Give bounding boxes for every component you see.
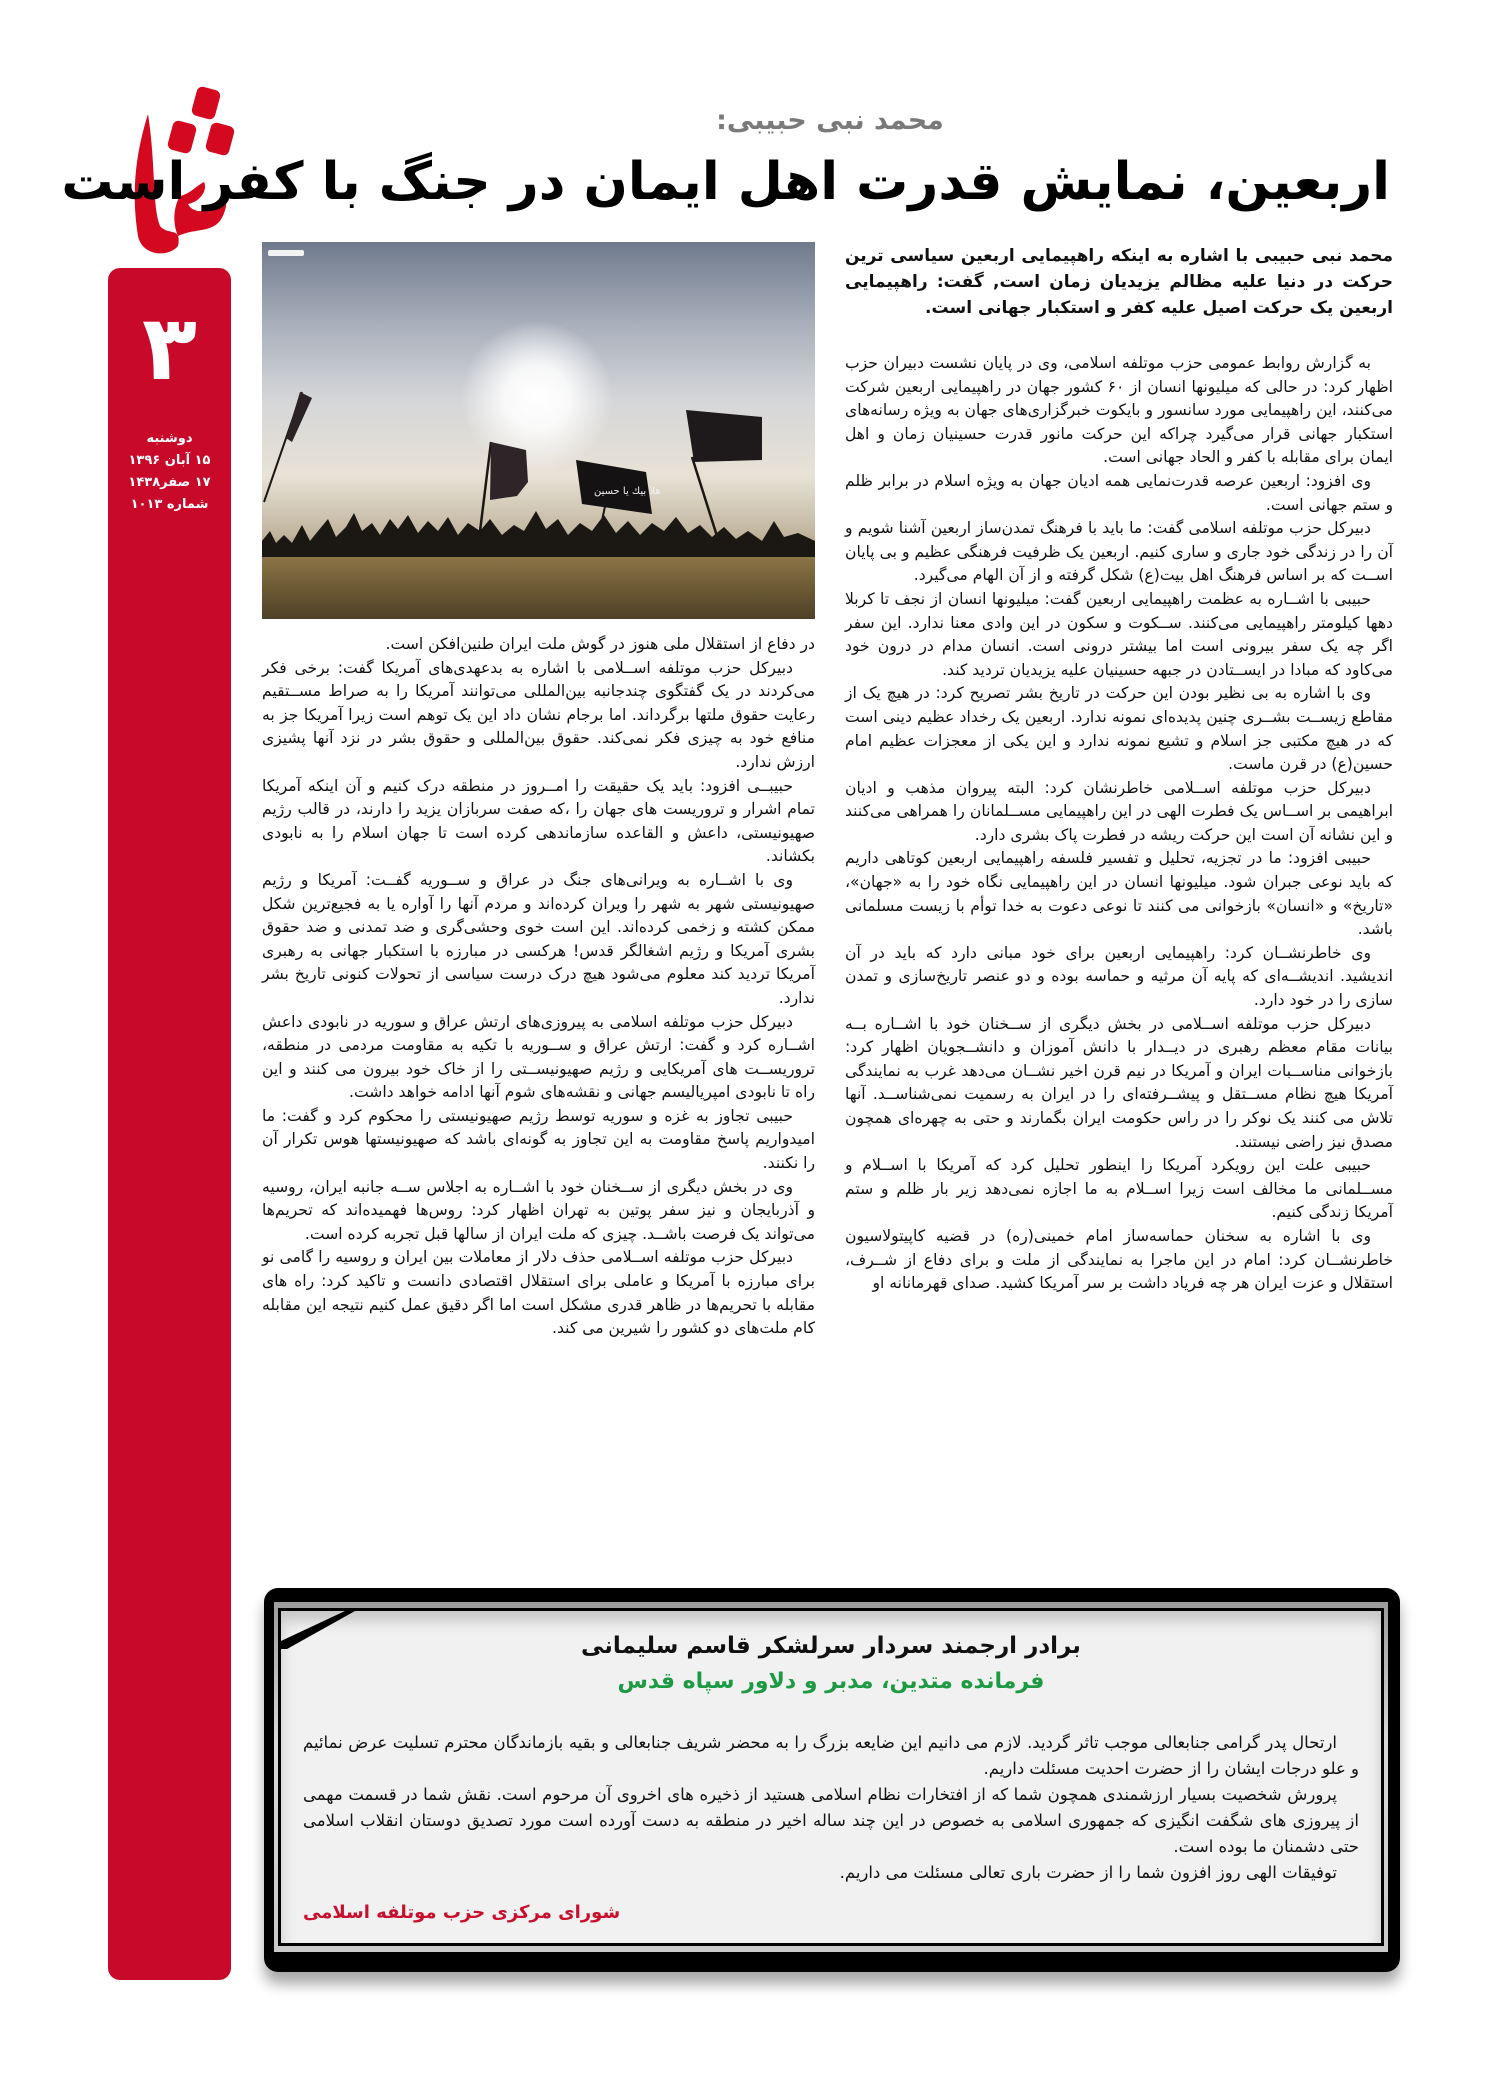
article-column-right <box>845 352 1393 1296</box>
condolence-frame <box>274 1602 1388 1952</box>
paragraph: دبیرکل حزب موتلفه اســلامی در بخش دیگری از ســخنان خود با اشــاره بــه بیانات مقام معظم رهبری در دیــدار با دانش آموزان و دانشــجویان اظهار کرد: بازخوانی مناســبات ایران و آمریکا در نیم قرن اخیر نشــان می‌دهد غرب به نمایندگی آمریکا هیچ نظام مســتقل و پیشــرفته‌ای را در ایران به رسمیت نمی‌شناســد. آنها تلاش می کنند یک نوکر را در راس حکومت ایران بگمارند و حتی به چهره‌ای همچون مصدق نیز راضی نیستند. <box>845 1014 1393 1151</box>
paragraph: به گزارش روابط عمومی حزب موتلفه اسلامی، وی در پایان نشست دبیران حزب اظهار کرد: در حالی که میلیونها انسان از ۶۰ کشور جهان در راهپیمایی اربعین شرکت می‌کنند، این راهپیمایی مورد سانسور و بایکوت خبرگزاری‌های جهان به ویژه رسانه‌های استکبار جهانی قرار می‌گیرد چراکه این حرکت مانور قدرت حسینیان زمان و اهل ایمان برای مقابله با کفر و الحاد جهانی است. <box>845 354 1393 467</box>
lunar-date: ۱۷ صفر۱۴۳۸ <box>128 475 211 490</box>
paragraph: دبیرکل حزب موتلفه اســلامی حذف دلار از معاملات بین ایران و روسیه را گامی نو برای مبارزه با آمریکا و عاملی برای استقلال اقتصادی دانست و تاکید کرد: راه های مقابله با تحریم‌ها در ظاهر قدری مشکل است اما اگر دقیق عمل کنیم نتیجه این مقابله کام ملت‌های دو کشور را شیرین می کند. <box>262 1248 815 1338</box>
paragraph: حبیبــی افزود: باید یک حقیقت را امــروز در منطقه درک کنیم و آن اینکه آمریکا تمام اشرار و تروریست های جهان را ،که صفت سربازان یزید را دارند، در قالب رژیم صهیونیستی، داعش و القاعده سازماندهی کرده است تا جهان اسلام را به نابودی بکشاند. <box>262 776 815 866</box>
article-column-left <box>262 633 815 1341</box>
article-headline: اربعین، نمایش قدرت اهل ایمان در جنگ با کفر است <box>61 152 1390 212</box>
article-lead: محمد نبی حبیبی با اشاره به اینکه راهپیمایی اربعین سیاسی ترین حرکت در دنیا علیه مظالم یزیدیان زمان است, گفت: راهپیمایی اربعین یک حرکت اصیل علیه کفر و استکبار جهانی است. <box>845 246 1393 318</box>
paragraph: وی افزود: اربعین عرصه قدرت‌نمایی همه ادیان جهان به ویژه اسلام در برابر ظلم و ستم جهانی است. <box>845 471 1393 514</box>
paragraph: وی خاطرنشــان کرد: راهپیمایی اربعین برای خود مبانی دارد که باید در آن اندیشید. اندیشــه‌ای که پایه آن مرثیه و حماسه بوده و دو عنصر تاریخ‌سازی و تمدن سازی را در خود دارد. <box>845 943 1393 1010</box>
page-info-sidebar <box>108 268 231 1980</box>
mourning-ribbon-icon <box>281 1611 361 1651</box>
paragraph: دبیرکل حزب موتلفه اســلامی با اشاره به بدعهدی‌های آمریکا گفت: برخی فکر می‌کردند در یک گفتگوی چندجانبه بین‌المللی می‌توانند آمریکا را به صراط مســتقیم رعایت حقوق ملتها برگرداند. اما برجام نشان داد این یک توهم است زیرا آمریکا جز به منافع خود به چیزی فکر نمی‌کند. حقوق بین‌المللی و حقوق بشر در نزد آنها پشیزی ارزش ندارد. <box>262 658 815 771</box>
paragraph: در دفاع از استقلال ملی هنوز در گوش ملت ایران طنین‌افکن است. <box>385 635 815 653</box>
solar-date: ۱۵ آبان ۱۳۹۶ <box>128 453 211 468</box>
flag-text: هلا بيك يا حسين <box>594 486 661 497</box>
paragraph: دبیرکل حزب موتلفه اسلامی گفت: ما باید با فرهنگ تمدن‌ساز اربعین آشنا شویم و آن را در زندگی خود جاری و ساری کنیم. اربعین یک ظرفیت فرهنگی عظیم و بی پایان اســت که بر اساس فرهنگ اهل بیت(ع) شکل گرفته و از آن الهام می‌گیرد. <box>845 519 1393 585</box>
condolence-title: برادر ارجمند سردار سرلشکر قاسم سلیمانی <box>581 1633 1081 1659</box>
weekday: دوشنبه <box>146 431 193 446</box>
page-number: ۳ <box>142 296 197 401</box>
paragraph: وی با اشــاره به ویرانی‌های جنگ در عراق و ســوریه گفــت: آمریکا و رژیم صهیونیستی شهر به شهر را ویران کرده‌اند و مردم آنها را آواره یا به فجیع‌ترین شکل ممکن کشته و زخمی کرده‌اند. این است خوی وحشی‌گری و ضد تمدنی و ضد حقوق بشری آمریکا و رژیم اشغالگر قدس! هرکسی در مبارزه با استکبار جهانی به رهبری آمریکا تردید کند معلوم می‌شود هیچ درک درست سیاسی از تحولات کنونی تاریخ بشر ندارد. <box>262 870 815 1007</box>
condolence-signature: شورای مرکزی حزب موتلفه اسلامی <box>303 1902 621 1923</box>
paragraph: وی در بخش دیگری از ســخنان خود با اشــاره به اجلاس ســه جانبه ایران، روسیه و آذربایجان و نیز سفر پوتین به تهران اظهار کرد: روس‌ها فهمیده‌اند که تحریم‌ها می‌تواند یک فرصت باشــد. چیزی که ملت ایران از سالها قبل تجربه کرده است. <box>262 1177 815 1243</box>
issue-number: شماره ۱۰۱۳ <box>130 497 209 512</box>
condolence-body <box>303 1730 1359 1886</box>
article-photo <box>262 242 815 619</box>
paragraph: ارتحال پدر گرامی جنابعالی موجب تاثر گردید. لازم می دانیم این ضایعه بزرگ را به محضر شریف جنابعالی و بقیه بازماندگان محترم تسلیت عرض نمائیم و علو درجات ایشان را از حضرت احدیت مسئلت داریم. <box>303 1733 1359 1778</box>
paragraph: توفیقات الهی روز افزون شما را از حضرت باری تعالی مسئلت می داریم. <box>839 1863 1337 1882</box>
paragraph: حبیبی افزود: ما در تجزیه، تحلیل و تفسیر فلسفه راهپیمایی اربعین کوتاهی داریم که باید نوعی جبران شود. میلیونها انسان در این راهپیمایی نگاه خود را به «جهان»، «تاریخ» و «انسان» بازخوانی می کنند تا نوعی دعوت به خدا توأم با زیست مسلمانی باشد. <box>845 849 1393 939</box>
condolence-subtitle: فرمانده متدین، مدبر و دلاور سپاه قدس <box>617 1669 1045 1694</box>
paragraph: دبیرکل حزب موتلفه اســلامی خاطرنشان کرد: البته پیروان مذهب و ادیان ابراهیمی بر اســاس یک فطرت الهی در این راهپیمایی مســلمانان را همراهی می‌کنند و این نشانه آن است این حرکت ریشه در فطرت پاک بشری دارد. <box>845 778 1393 844</box>
issue-info <box>108 428 231 516</box>
paragraph: پرورش شخصیت بسیار ارزشمندی همچون شما که از افتخارات نظام اسلامی هستید از ذخیره های اخروی آن مرحوم است. نقش شما در قسمت مهمی از پیروزی های شگفت انگیزی که جمهوری اسلامی به خصوص در این چند ساله اخیر در منطقه به دست آورده است مورد تصدیق دوستان انقلاب اسلامی حتی دشمنان ما بوده است. <box>303 1785 1359 1856</box>
condolence-box <box>264 1588 1400 1972</box>
article-kicker: محمد نبی حبیبی: <box>716 105 944 136</box>
paragraph: دبیرکل حزب موتلفه اسلامی به پیروزی‌های ارتش عراق و سوریه در نابودی داعش اشــاره کرد و گفت: ارتش عراق و ســوریه با تکیه به مقاومت مردمی در منطقه، تروریســت های آمریکایی و رژیم صهیونیســتی را از خاک خود بیرون می کنند و این راه تا نابودی امپریالیسم جهانی و نقشه‌های شوم آنها ادامه خواهد داشت. <box>262 1012 815 1102</box>
paragraph: وی با اشاره به بی نظیر بودن این حرکت در تاریخ بشر تصریح کرد: در هیچ یک از مقاطع زیســت بشــری چنین پدیده‌ای نمونه ندارد. اربعین یک رخداد عظیم دینی است که در هیچ مکتبی جز اسلام و تشیع نمونه ندارد و این یکی از معجزات عظیم امام حسین(ع) در قرن ماست. <box>845 684 1393 774</box>
paragraph: وی با اشاره به سخنان حماسه‌ساز امام خمینی(ره) در قضیه کاپیتولاسیون خاطرنشــان کرد: امام در این ماجرا به نمایندگی از ملت و برای دفاع از شــرف، استقلال و عزت ایران هر چه فریاد داشت بر سر آمریکا کشید. صدای قهرمانانه او <box>845 1226 1393 1293</box>
paragraph: حبیبی با اشــاره به عظمت راهپیمایی اربعین گفت: میلیونها انسان از نجف تا کربلا دهها کیلومتر راهپیمایی می‌کنند. ســکوت و سکون در این وادی معنا ندارد. این سفر اگر چه یک سفر بیرونی است اما بیشتر درونی است. انسان مدام در درون خود می‌کاود که مبادا در ایســتادن در جبهه حسینیان علیه یزیدیان تردید کند. <box>845 589 1393 679</box>
condolence-content <box>278 1608 1384 1946</box>
paragraph: حبیبی تجاوز به غزه و سوریه توسط رژیم صهیونیستی را محکوم کرد و گفت: ما امیدواریم پاسخ مقاومت به این تجاوز به گونه‌ای باشد که صهیونیستها هوس تکرار آن را نکنند. <box>262 1106 815 1173</box>
ground <box>262 557 815 619</box>
paragraph: حبیبی علت این رویکرد آمریکا را اینطور تحلیل کرد که آمریکا با اســلام و مســلمانی ما مخالف است زیرا اســلام به ما اجازه نمی‌دهد زیر بار ظلم و ستم آمریکا زندگی کنیم. <box>845 1156 1393 1222</box>
